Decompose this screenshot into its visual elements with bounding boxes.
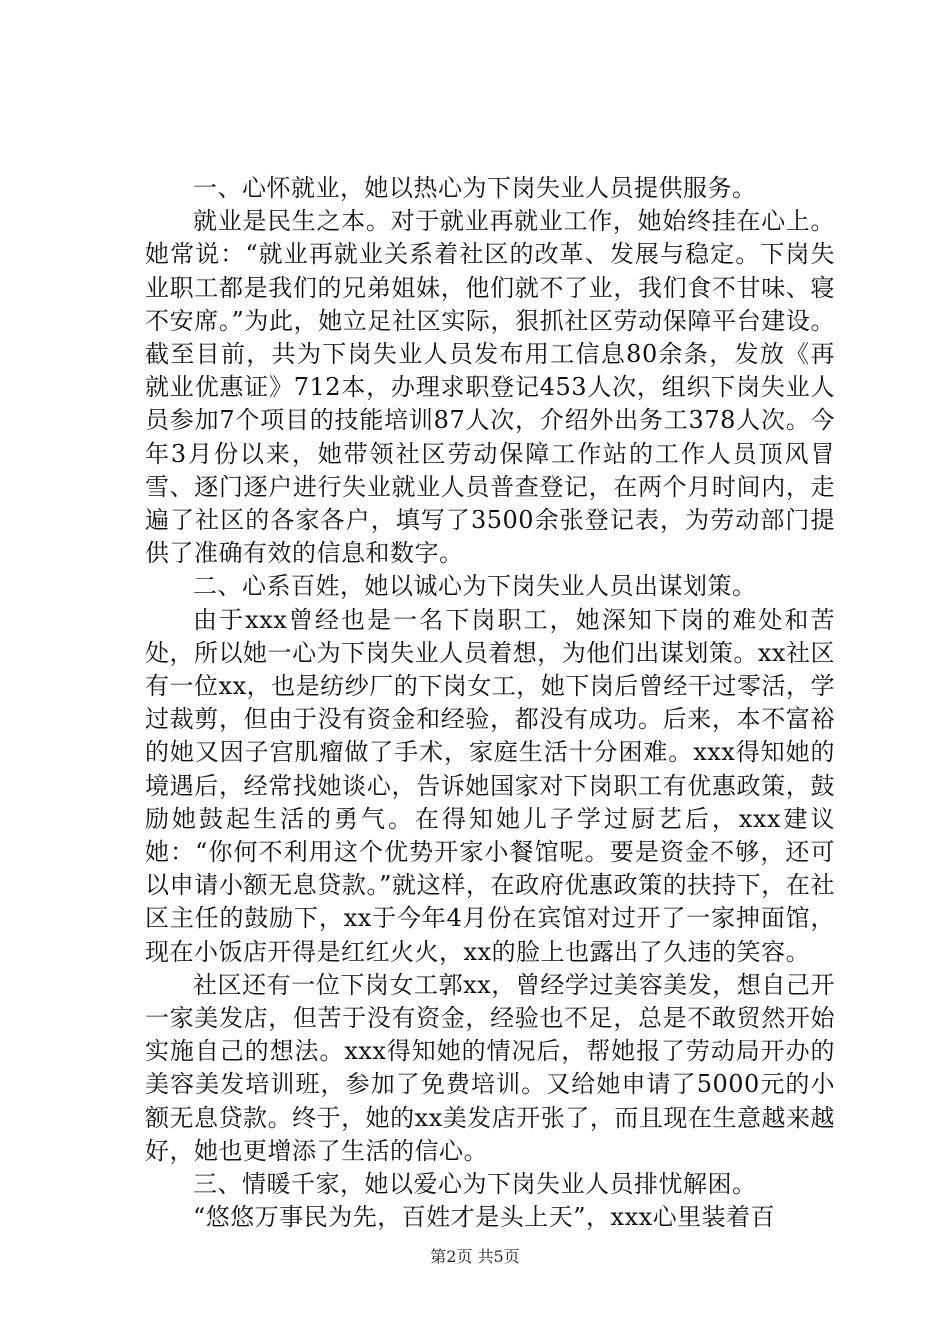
document-body [145,172,835,1235]
paragraph-quote: “悠悠万事民为先，百姓才是头上天”，xxx心里装着百 [193,1203,776,1232]
section-heading-3: 三、情暖千家，她以爱心为下岗失业人员排忧解困。 [193,1170,757,1199]
section-heading-1: 一、心怀就业，她以热心为下岗失业人员提供服务。 [193,174,757,202]
section-heading-2: 二、心系百姓，她以诚心为下岗失业人员出谋划策。 [193,572,757,601]
page-footer: 第2页 共5页 [430,1247,520,1266]
paragraph-guo-salon: 社区还有一位下岗女工郭xx，曾经学过美容美发，想自己开一家美发店，但苦于没有资金，经验也不足，总是不敢贸然开始实施自己的想法。xxx得知她的情况后，帮她报了劳动局开办的美容美发培训班，参加了免费培训。又给她申请了5000元的小额无息贷款。终于，她的xx美发店开张了，而且现在生意越来越好，她也更增添了生活的信心。 [145,970,835,1165]
paragraph-employment: 就业是民生之本。对于就业再就业工作，她始终挂在心上。她常说：“就业再就业关系着社区的改革、发展与稳定。下岗失业职工都是我们的兄弟姐妹，他们就不了业，我们食不甘味、寝不安席。”为此，她立足社区实际，狠抓社区劳动保障平台建设。截至目前，共为下岗失业人员发布用工信息80余条，发放《再就业优惠证》712本，办理求职登记453人次，组织下岗失业人员参加7个项目的技能培训87人次，介绍外出务工378人次。今年3月份以来，她带领社区劳动保障工作站的工作人员顶风冒雪、逐门逐户进行失业就业人员普查登记，在两个月时间内，走遍了社区的各家各户，填写了3500余张登记表，为劳动部门提供了准确有效的信息和数字。 [145,207,835,568]
paragraph-xx-noodle-shop: 由于xxx曾经也是一名下岗职工，她深知下岗的难处和苦处，所以她一心为下岗失业人员着想，为他们出谋划策。xx社区有一位xx，也是纺纱厂的下岗女工，她下岗后曾经干过零活，学过裁剪，但由于没有资金和经验，都没有成功。后来，本不富裕的她又因子宫肌瘤做了手术，家庭生活十分困难。xxx得知她的境遇后，经常找她谈心，告诉她国家对下岗职工有优惠政策，鼓励她鼓起生活的勇气。在得知她儿子学过厨艺后，xxx建议她：“你何不利用这个优势开家小餐馆呢。要是资金不够，还可以申请小额无息贷款。”就这样，在政府优惠政策的扶持下，在社区主任的鼓励下，xx于今年4月份在宾馆对过开了一家抻面馆，现在小饭店开得是红红火火，xx的脸上也露出了久违的笑容。 [145,605,835,966]
